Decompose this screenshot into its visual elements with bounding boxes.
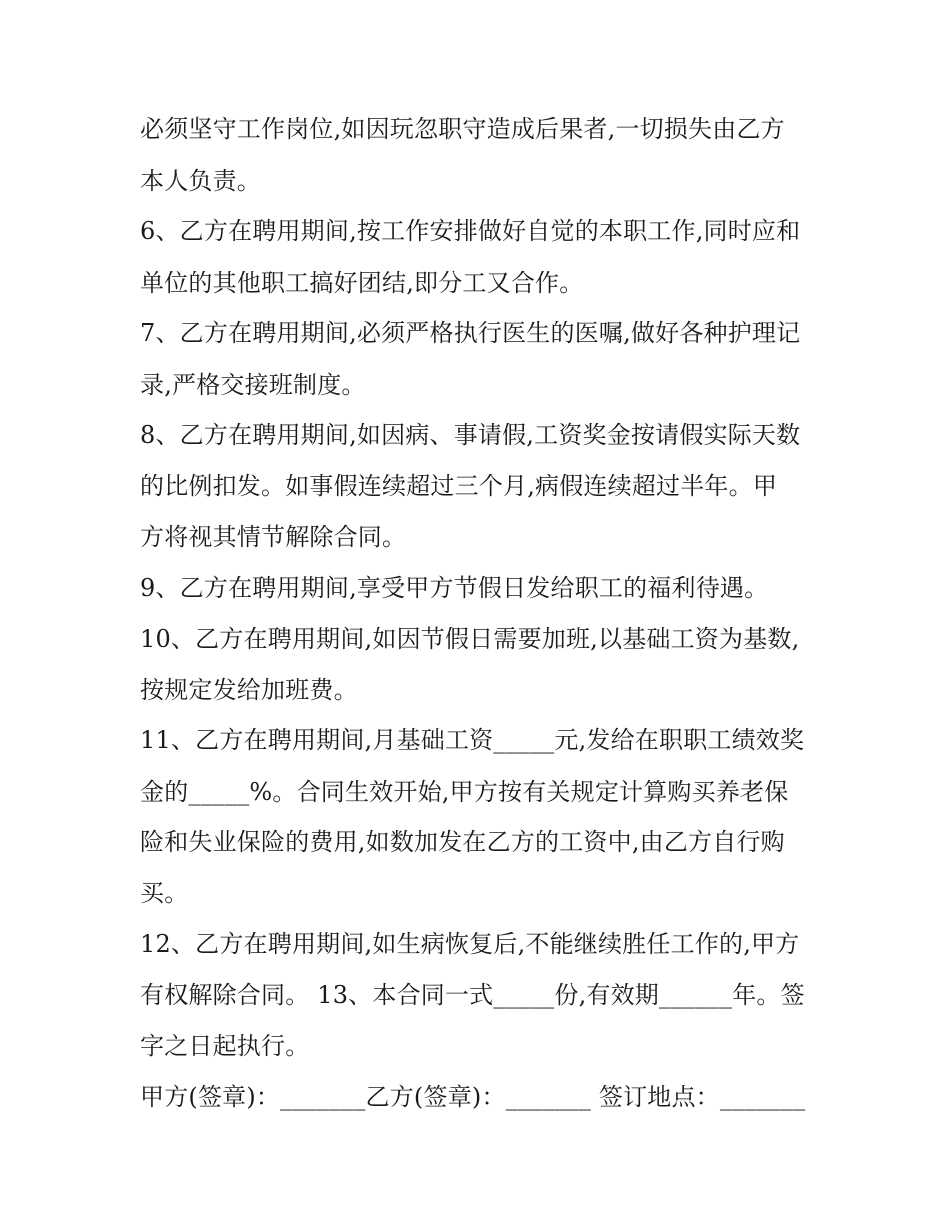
signature-line: 甲方(签章)：_______乙方(签章)：_______ 签订地点：_______: [140, 1083, 806, 1111]
text-line: 录,严格交接班制度。: [140, 371, 366, 399]
text-line: 9、乙方在聘用期间,享受甲方节假日发给职工的福利待遇。: [140, 574, 769, 602]
text-line: 本人负责。: [140, 167, 261, 195]
text-line: 10、乙方在聘用期间,如因节假日需要加班,以基础工资为基数,: [140, 625, 800, 653]
text-line: 字之日起执行。: [140, 1032, 310, 1060]
text-line: 必须坚守工作岗位,如因玩忽职守造成后果者,一切损失由乙方: [140, 115, 785, 143]
text-line: 7、乙方在聘用期间,必须严格执行医生的医嘱,做好各种护理记: [140, 319, 801, 347]
text-line: 12、乙方在聘用期间,如生病恢复后,不能继续胜任工作的,甲方: [140, 930, 800, 958]
text-line: 6、乙方在聘用期间,按工作安排做好自觉的本职工作,同时应和: [140, 217, 801, 245]
text-line: 金的_____%。合同生效开始,甲方按有关规定计算购买养老保: [140, 778, 789, 806]
text-line: 险和失业保险的费用,如数加发在乙方的工资中,由乙方自行购: [140, 828, 785, 856]
text-line: 按规定发给加班费。: [140, 676, 358, 704]
text-line: 8、乙方在聘用期间,如因病、事请假,工资奖金按请假实际天数: [140, 421, 801, 449]
text-line: 方将视其情节解除合同。: [140, 523, 407, 551]
text-line: 有权解除合同。 13、本合同一式_____份,有效期______年。签: [140, 981, 805, 1009]
text-line: 买。: [140, 879, 189, 907]
text-line: 的比例扣发。如事假连续超过三个月,病假连续超过半年。甲: [140, 472, 778, 500]
text-line: 单位的其他职工搞好团结,即分工又合作。: [140, 269, 584, 297]
text-line: 11、乙方在聘用期间,月基础工资_____元,发给在职职工绩效奖: [140, 726, 805, 754]
